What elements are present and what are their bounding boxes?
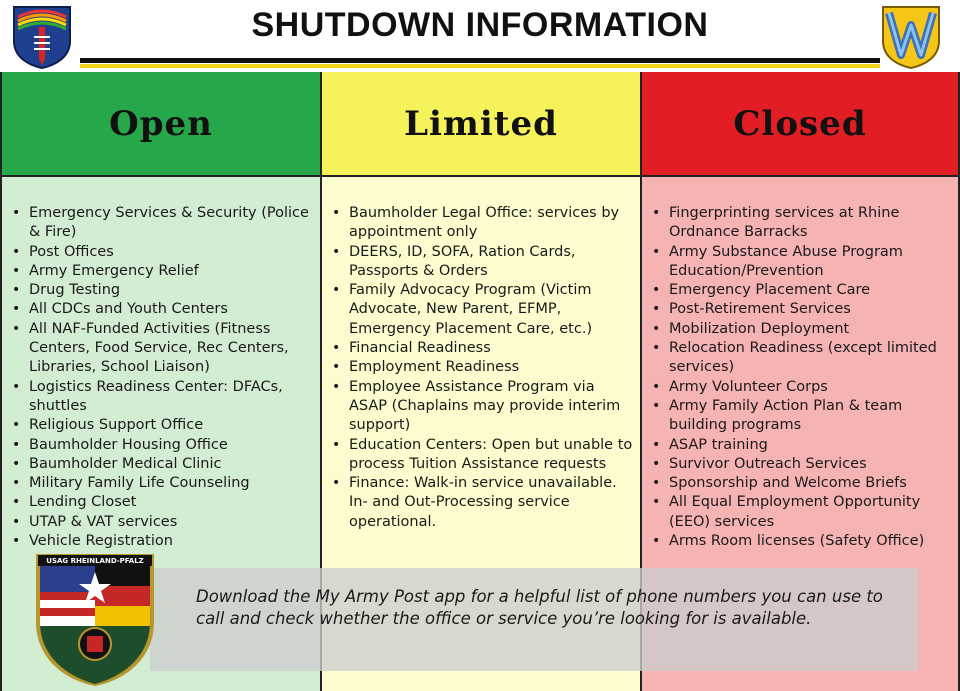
list-item: • Arms Room licenses (Safety Office) — [650, 532, 952, 551]
list-item: • Financial Readiness — [330, 339, 634, 358]
list-item: • Baumholder Medical Clinic — [10, 455, 314, 474]
list-item: • Army Volunteer Corps — [650, 378, 952, 397]
list-item: • Post-Retirement Services — [650, 300, 952, 319]
app-download-notice — [150, 568, 918, 671]
header — [0, 0, 960, 72]
list-item: • Military Family Life Counseling — [10, 474, 314, 493]
list-item: • DEERS, ID, SOFA, Ration Cards, Passports & Orders — [330, 243, 634, 282]
column-heading-limited: Limited — [322, 72, 640, 177]
limited-services-list — [322, 177, 640, 532]
list-item: • Emergency Services & Security (Police & Fire) — [10, 204, 314, 243]
list-item: • Mobilization Deployment — [650, 320, 952, 339]
column-heading-closed: Closed — [642, 72, 958, 177]
list-item: • Vehicle Registration — [10, 532, 314, 551]
list-item: • Drug Testing — [10, 281, 314, 300]
list-item: • Emergency Placement Care — [650, 281, 952, 300]
list-item: • All Equal Employment Opportunity (EEO) services — [650, 493, 952, 532]
open-services-list — [2, 177, 320, 551]
list-item: • Baumholder Housing Office — [10, 436, 314, 455]
list-item: • Post Offices — [10, 243, 314, 262]
list-item: • Fingerprinting services at Rhine Ordnance Barracks — [650, 204, 952, 243]
badge-label: USAG RHEINLAND-PFALZ — [46, 557, 144, 565]
notice-text: Download the My Army Post app for a helpful list of phone numbers you can use to call and check whether the office or service you’re looking for is available. — [196, 587, 883, 628]
list-item: • Lending Closet — [10, 493, 314, 512]
list-item: • UTAP & VAT services — [10, 513, 314, 532]
page-title: SHUTDOWN INFORMATION — [251, 6, 709, 44]
list-item: • All NAF-Funded Activities (Fitness Centers, Food Service, Rec Centers, Libraries, School Liaison) — [10, 320, 314, 378]
list-item: • Army Family Action Plan & team building programs — [650, 397, 952, 436]
list-item: • Education Centers: Open but unable to process Tuition Assistance requests — [330, 436, 634, 475]
garrison-crest-icon — [34, 552, 156, 686]
list-item: • Army Substance Abuse Program Education/Prevention — [650, 243, 952, 282]
list-item: • Finance: Walk-in service unavailable. In- and Out-Processing service operational. — [330, 474, 634, 532]
list-item: • Employee Assistance Program via ASAP (Chaplains may provide interim support) — [330, 378, 634, 436]
title-underline — [80, 58, 880, 63]
list-item: • Army Emergency Relief — [10, 262, 314, 281]
list-item: • All CDCs and Youth Centers — [10, 300, 314, 319]
list-item: • Sponsorship and Welcome Briefs — [650, 474, 952, 493]
brigade-shield-icon — [879, 3, 943, 69]
list-item: • Logistics Readiness Center: DFACs, shuttles — [10, 378, 314, 417]
list-item: • Employment Readiness — [330, 358, 634, 377]
list-item: • Religious Support Office — [10, 416, 314, 435]
column-heading-open: Open — [2, 72, 320, 177]
list-item: • Relocation Readiness (except limited services) — [650, 339, 952, 378]
list-item: • ASAP training — [650, 436, 952, 455]
title-underline-accent — [80, 64, 880, 68]
closed-services-list — [642, 177, 958, 551]
list-item: • Family Advocacy Program (Victim Advocate, New Parent, EFMP, Emergency Placement Care, etc.) — [330, 281, 634, 339]
list-item: • Survivor Outreach Services — [650, 455, 952, 474]
list-item: • Baumholder Legal Office: services by appointment only — [330, 204, 634, 243]
